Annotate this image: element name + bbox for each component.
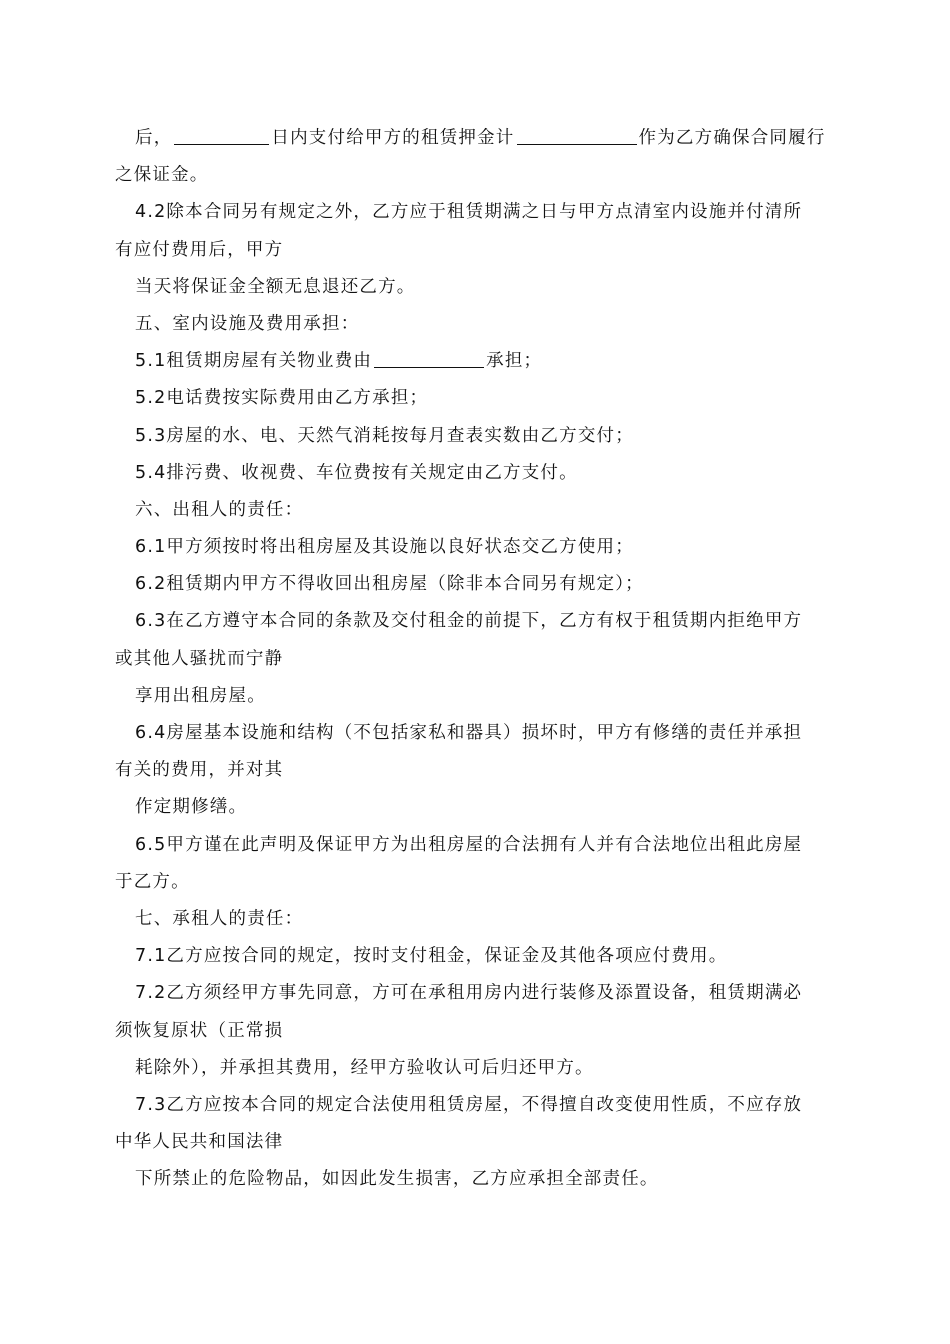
- text-line: 6.2租赁期内甲方不得收回出租房屋（除非本合同另有规定）；: [135, 574, 644, 595]
- text-segment: 后，: [135, 128, 173, 148]
- text-line: 享用出租房屋。: [135, 685, 266, 706]
- text-line: [115, 343, 840, 380]
- fill-in-blank: [374, 347, 484, 368]
- text-segment: 日内支付给甲方的租赁押金计: [271, 128, 515, 148]
- text-segment: 作为乙方确保合同履行: [638, 128, 826, 148]
- text-line: 5.2电话费按实际费用由乙方承担；: [135, 388, 429, 409]
- text-line: 耗除外），并承担其费用，经甲方验收认可后归还甲方。: [135, 1057, 594, 1078]
- text-line: 五、室内设施及费用承担：: [135, 313, 360, 334]
- text-line: 六、出租人的责任：: [135, 499, 304, 520]
- text-line: 下所禁止的危险物品，如因此发生损害，乙方应承担全部责任。: [135, 1169, 659, 1190]
- fill-in-blank: [174, 124, 269, 145]
- text-line: 七、承租人的责任：: [135, 908, 304, 929]
- text-line: 有应付费用后，甲方: [115, 239, 284, 260]
- document-body: [115, 120, 840, 1198]
- text-line: 6.5甲方谨在此声明及保证甲方为出租房屋的合法拥有人并有合法地位出租此房屋: [135, 834, 803, 855]
- text-line: 有关的费用，并对其: [115, 760, 284, 781]
- text-line: 须恢复原状（正常损: [115, 1020, 284, 1041]
- text-segment: 承担；: [486, 351, 543, 372]
- text-line: 中华人民共和国法律: [115, 1132, 284, 1153]
- text-line: 6.4房屋基本设施和结构（不包括家私和器具）损坏时，甲方有修缮的责任并承担: [135, 723, 803, 743]
- fill-in-blank: [517, 124, 637, 145]
- text-line: 当天将保证金全额无息退还乙方。: [135, 276, 416, 297]
- text-line: 7.1乙方应按合同的规定，按时支付租金，保证金及其他各项应付费用。: [135, 946, 728, 967]
- text-line: 6.3在乙方遵守本合同的条款及交付租金的前提下，乙方有权于租赁期内拒绝甲方: [135, 611, 803, 632]
- text-segment: 5.1租赁期房屋有关物业费由: [135, 351, 373, 372]
- text-line: 4.2除本合同另有规定之外，乙方应于租赁期满之日与甲方点清室内设施并付清所: [135, 202, 803, 223]
- text-line: [115, 120, 840, 157]
- text-line: 于乙方。: [115, 871, 190, 892]
- text-line: 6.1甲方须按时将出租房屋及其设施以良好状态交乙方使用；: [135, 537, 634, 558]
- text-line: 5.4排污费、收视费、车位费按有关规定由乙方支付。: [135, 462, 578, 483]
- text-line: 7.3乙方应按本合同的规定合法使用租赁房屋，不得擅自改变使用性质，不应存放: [135, 1094, 803, 1115]
- text-line: 或其他人骚扰而宁静: [115, 648, 284, 669]
- text-line: 5.3房屋的水、电、天然气消耗按每月查表实数由乙方交付；: [135, 425, 634, 446]
- text-line: 之保证金。: [115, 165, 209, 186]
- text-line: 作定期修缮。: [135, 797, 248, 818]
- text-line: 7.2乙方须经甲方事先同意，方可在承租用房内进行装修及添置设备，租赁期满必: [135, 983, 803, 1004]
